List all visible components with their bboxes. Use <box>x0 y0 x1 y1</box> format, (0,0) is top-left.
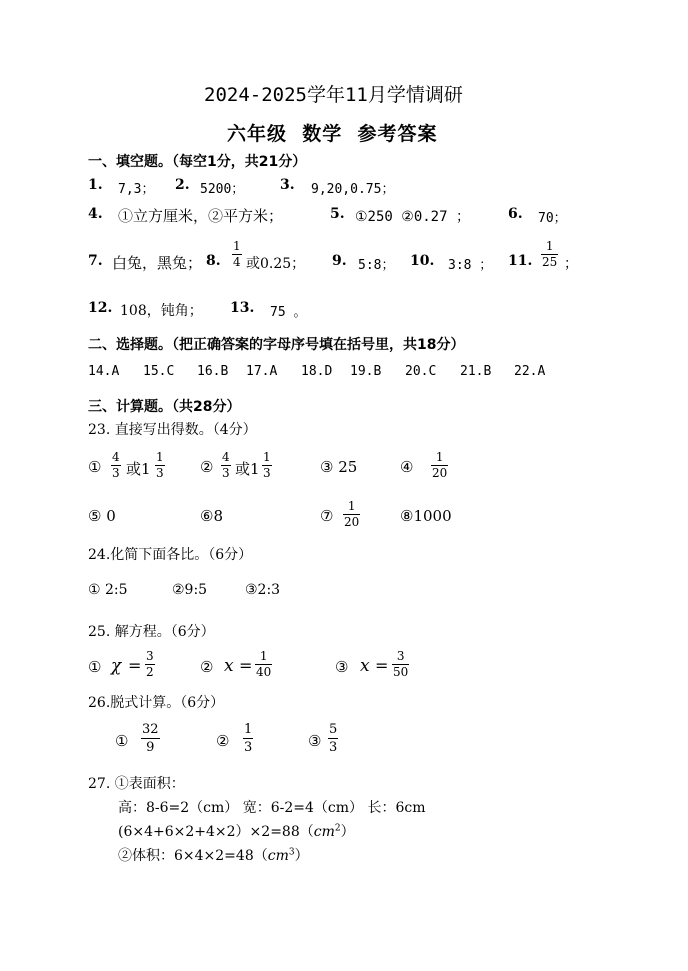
choice-answer: 15.C <box>143 364 175 379</box>
unit: cm <box>267 848 289 864</box>
fraction-bar <box>328 738 338 739</box>
unit-exponent: 2 <box>334 823 341 834</box>
q7-answer: 白兔，黑兔； <box>112 254 203 272</box>
q27-dimensions: 高：8-6=2（cm） 宽：6-2=4（cm） 长：6cm <box>118 800 426 816</box>
choice-answer: 17.A <box>246 364 278 379</box>
q24a-answer: ① 2:5 <box>88 582 128 598</box>
numerator: 3 <box>146 649 154 663</box>
q25a-equals: = <box>128 656 142 675</box>
q25c-variable: x <box>360 656 370 676</box>
denominator: 20 <box>432 466 448 480</box>
volume-expr: ②体积：6×4×2=48（ <box>118 848 268 864</box>
q25b-variable: x <box>224 656 234 676</box>
q27-heading: 27. ①表面积： <box>88 776 185 792</box>
numerator: 4 <box>222 450 230 464</box>
fraction-bar <box>141 738 160 739</box>
q1-answer: 7,3； <box>118 182 155 197</box>
q25c-mark: ③ <box>335 658 349 676</box>
q12-answer: 108，钝角； <box>120 303 203 319</box>
q8-number: 8. <box>206 253 221 269</box>
numerator: 1 <box>156 450 164 464</box>
q23a-fraction-2 <box>155 451 165 480</box>
q23-heading: 23. 直接写出得数。（4分） <box>88 422 257 438</box>
denominator: 2 <box>146 665 154 679</box>
q24b-answer: ②9:5 <box>172 582 208 598</box>
q23b-fraction-2 <box>262 451 272 480</box>
choice-answer: 16.B <box>197 364 229 379</box>
q26a-mark: ① <box>115 732 129 750</box>
numerator: 3 <box>396 649 405 663</box>
unit-exponent: 3 <box>288 847 295 858</box>
q12-number: 12. <box>88 300 113 316</box>
numerator: 32 <box>142 722 159 737</box>
q23b-fraction <box>221 451 231 480</box>
close-paren: ） <box>294 848 309 864</box>
denominator: 3 <box>112 466 120 480</box>
q3-number: 3. <box>280 177 295 193</box>
q25b-equals: = <box>239 656 253 675</box>
q25a-variable: χ <box>111 656 122 676</box>
numerator: 1 <box>347 499 356 513</box>
q2-answer: 5200； <box>200 182 245 197</box>
surface-area-expr: (6×4+6×2+4×2）×2=88（ <box>118 824 314 840</box>
choice-answer: 18.D <box>301 364 333 379</box>
document-subtitle: 六年级 数学 参考答案 <box>227 123 438 145</box>
q5-answer: ①250 ②0.27 ； <box>355 209 470 225</box>
q1-number: 1. <box>88 177 103 193</box>
unit: cm <box>313 824 335 840</box>
denominator: 3 <box>263 466 271 480</box>
q23f-answer: ⑥8 <box>200 507 223 525</box>
q11-fraction <box>541 240 558 269</box>
q25a-fraction <box>145 650 155 679</box>
denominator: 50 <box>393 665 409 679</box>
q25b-mark: ② <box>200 658 214 676</box>
q10-answer: 3:8 ； <box>448 258 493 273</box>
q9-answer: 5:8； <box>358 258 395 273</box>
q23b-or: 或1 <box>235 460 260 478</box>
q23a-mark: ① <box>88 458 102 476</box>
q13-number: 13. <box>230 300 255 316</box>
q11-number: 11. <box>508 253 533 269</box>
denominator: 3 <box>156 466 164 480</box>
q23g-fraction <box>343 500 360 529</box>
q23d-fraction <box>431 451 448 480</box>
denominator: 3 <box>222 466 230 480</box>
q11-numerator: 1 <box>545 239 554 253</box>
q26c-fraction <box>328 722 338 755</box>
denominator: 9 <box>146 740 155 755</box>
close-paren: ） <box>340 824 355 840</box>
denominator: 20 <box>344 515 360 529</box>
choice-answer: 14.A <box>88 364 120 379</box>
q23a-fraction <box>111 451 121 480</box>
q25b-fraction <box>255 650 272 679</box>
numerator: 1 <box>263 450 271 464</box>
q23h-answer: ⑧1000 <box>400 507 452 525</box>
choice-answer: 21.B <box>460 364 492 379</box>
q23b-mark: ② <box>200 458 214 476</box>
numerator: 1 <box>244 722 253 737</box>
section-2-heading: 二、选择题。（把正确答案的字母序号填在括号里，共18分） <box>88 337 465 353</box>
q8-answer-rest: 或0.25； <box>246 256 306 272</box>
q23g-mark: ⑦ <box>320 507 334 525</box>
choice-answer: 19.B <box>350 364 382 379</box>
q9-number: 9. <box>332 253 347 269</box>
numerator: 4 <box>112 450 120 464</box>
q8-fraction <box>232 240 242 269</box>
denominator: 3 <box>329 740 338 755</box>
section-1-heading: 一、填空题。（每空1分，共21分） <box>88 154 307 170</box>
q25c-fraction <box>392 650 409 679</box>
fraction-bar <box>243 738 253 739</box>
q13-answer: 75 。 <box>270 305 307 320</box>
numerator: 1 <box>259 649 268 663</box>
q25c-equals: = <box>375 656 389 675</box>
q11-denominator: 25 <box>542 255 558 269</box>
q26a-fraction <box>141 722 160 755</box>
q4-number: 4. <box>88 206 103 222</box>
q26c-mark: ③ <box>308 732 322 750</box>
q6-answer: 70； <box>538 211 567 226</box>
document-title: 2024-2025学年11月学情调研 <box>204 84 463 106</box>
q7-number: 7. <box>88 253 103 269</box>
choice-answer: 22.A <box>514 364 546 379</box>
q26b-mark: ② <box>216 732 230 750</box>
q25-heading: 25. 解方程。（6分） <box>88 624 215 640</box>
q6-number: 6. <box>508 206 523 222</box>
q23a-or: 或1 <box>126 460 151 478</box>
numerator: 1 <box>435 450 444 464</box>
q4-answer: ①立方厘米，②平方米； <box>118 207 284 225</box>
section-3-heading: 三、计算题。（共28分） <box>88 399 241 415</box>
q24c-answer: ③2:3 <box>245 582 281 598</box>
q27-surface-area <box>118 821 355 841</box>
q5-number: 5. <box>330 206 345 222</box>
q23e-answer: ⑤ 0 <box>88 507 116 525</box>
denominator: 40 <box>256 665 272 679</box>
q27-volume <box>118 845 309 865</box>
q2-number: 2. <box>175 177 190 193</box>
q11-answer-rest: ； <box>564 256 578 272</box>
q24-heading: 24.化简下面各比。（6分） <box>88 547 253 563</box>
q8-numerator: 1 <box>233 239 241 253</box>
denominator: 3 <box>244 740 253 755</box>
choice-answer: 20.C <box>405 364 437 379</box>
q26-heading: 26.脱式计算。（6分） <box>88 695 225 711</box>
q26b-fraction <box>243 722 253 755</box>
q23d-mark: ④ <box>400 458 414 476</box>
q8-denominator: 4 <box>233 255 241 269</box>
numerator: 5 <box>329 722 338 737</box>
q23c-answer: ③ 25 <box>320 458 358 476</box>
q10-number: 10. <box>410 253 435 269</box>
q25a-mark: ① <box>88 658 102 676</box>
q3-answer: 9,20,0.75； <box>311 182 395 197</box>
